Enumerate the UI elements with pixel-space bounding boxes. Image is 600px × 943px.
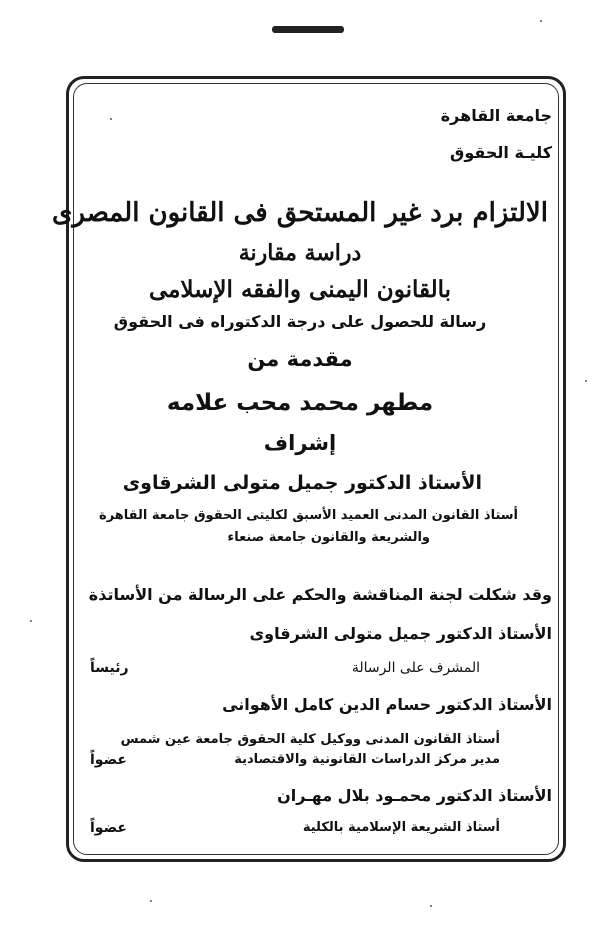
thesis-title: الالتزام برد غير المستحق فى القانون المصرى (52, 198, 548, 228)
degree-purpose: رسالة للحصول على درجة الدكتوراه فى الحقوق (113, 312, 487, 331)
committee-member-3-role: عضواً (90, 820, 127, 836)
committee-member-3-desc: أستاذ الشريعة الإسلامية بالكلية (302, 820, 500, 835)
committee-member-2-name: الأستاذ الدكتور حسام الدين كامل الأهوانى (222, 695, 552, 714)
committee-member-3-name: الأستاذ الدكتور محمـود بلال مهـران (277, 786, 552, 805)
committee-member-1-desc: المشرف على الرسالة (351, 660, 480, 676)
author-name: مطهر محمد محب علامه (166, 390, 434, 416)
scan-speck (430, 905, 432, 907)
committee-member-1-role: رئيساً (90, 660, 129, 676)
scan-speck (585, 380, 587, 382)
scan-speck (540, 20, 542, 22)
committee-member-2-desc-2: مدير مركز الدراسات القانونية والاقتصادية (234, 752, 500, 767)
committee-member-2-role: عضواً (90, 752, 127, 768)
university-name: جامعة القاهرة (440, 106, 552, 125)
faculty-name: كليـة الحقوق (450, 143, 552, 162)
supervision-label: إشراف (263, 431, 337, 455)
presented-by-label: مقدمة من (247, 347, 353, 371)
thesis-subtitle-2: بالقانون اليمنى والفقه الإسلامى (148, 276, 452, 303)
supervisor-description-1: أستاذ القانون المدنى العميد الأسبق لكليتى الحقوق جامعة القاهرة (99, 508, 518, 523)
supervisor-description-2: والشريعة والقانون جامعة صنعاء (227, 530, 430, 545)
thesis-subtitle: دراسة مقارنة (238, 240, 362, 266)
scan-speck (150, 900, 152, 902)
scan-speck (30, 620, 32, 622)
top-scan-mark (272, 26, 344, 33)
committee-member-1-name: الأستاذ الدكتور جميل متولى الشرقاوى (249, 624, 552, 643)
scan-speck (110, 118, 112, 120)
supervisor-name: الأستاذ الدكتور جميل متولى الشرقاوى (122, 472, 482, 494)
committee-intro: وقد شكلت لجنة المناقشة والحكم على الرسالة من الأساتذة (88, 585, 552, 604)
committee-member-2-desc-1: أستاذ القانون المدنى ووكيل كلية الحقوق جامعة عين شمس (120, 732, 500, 747)
